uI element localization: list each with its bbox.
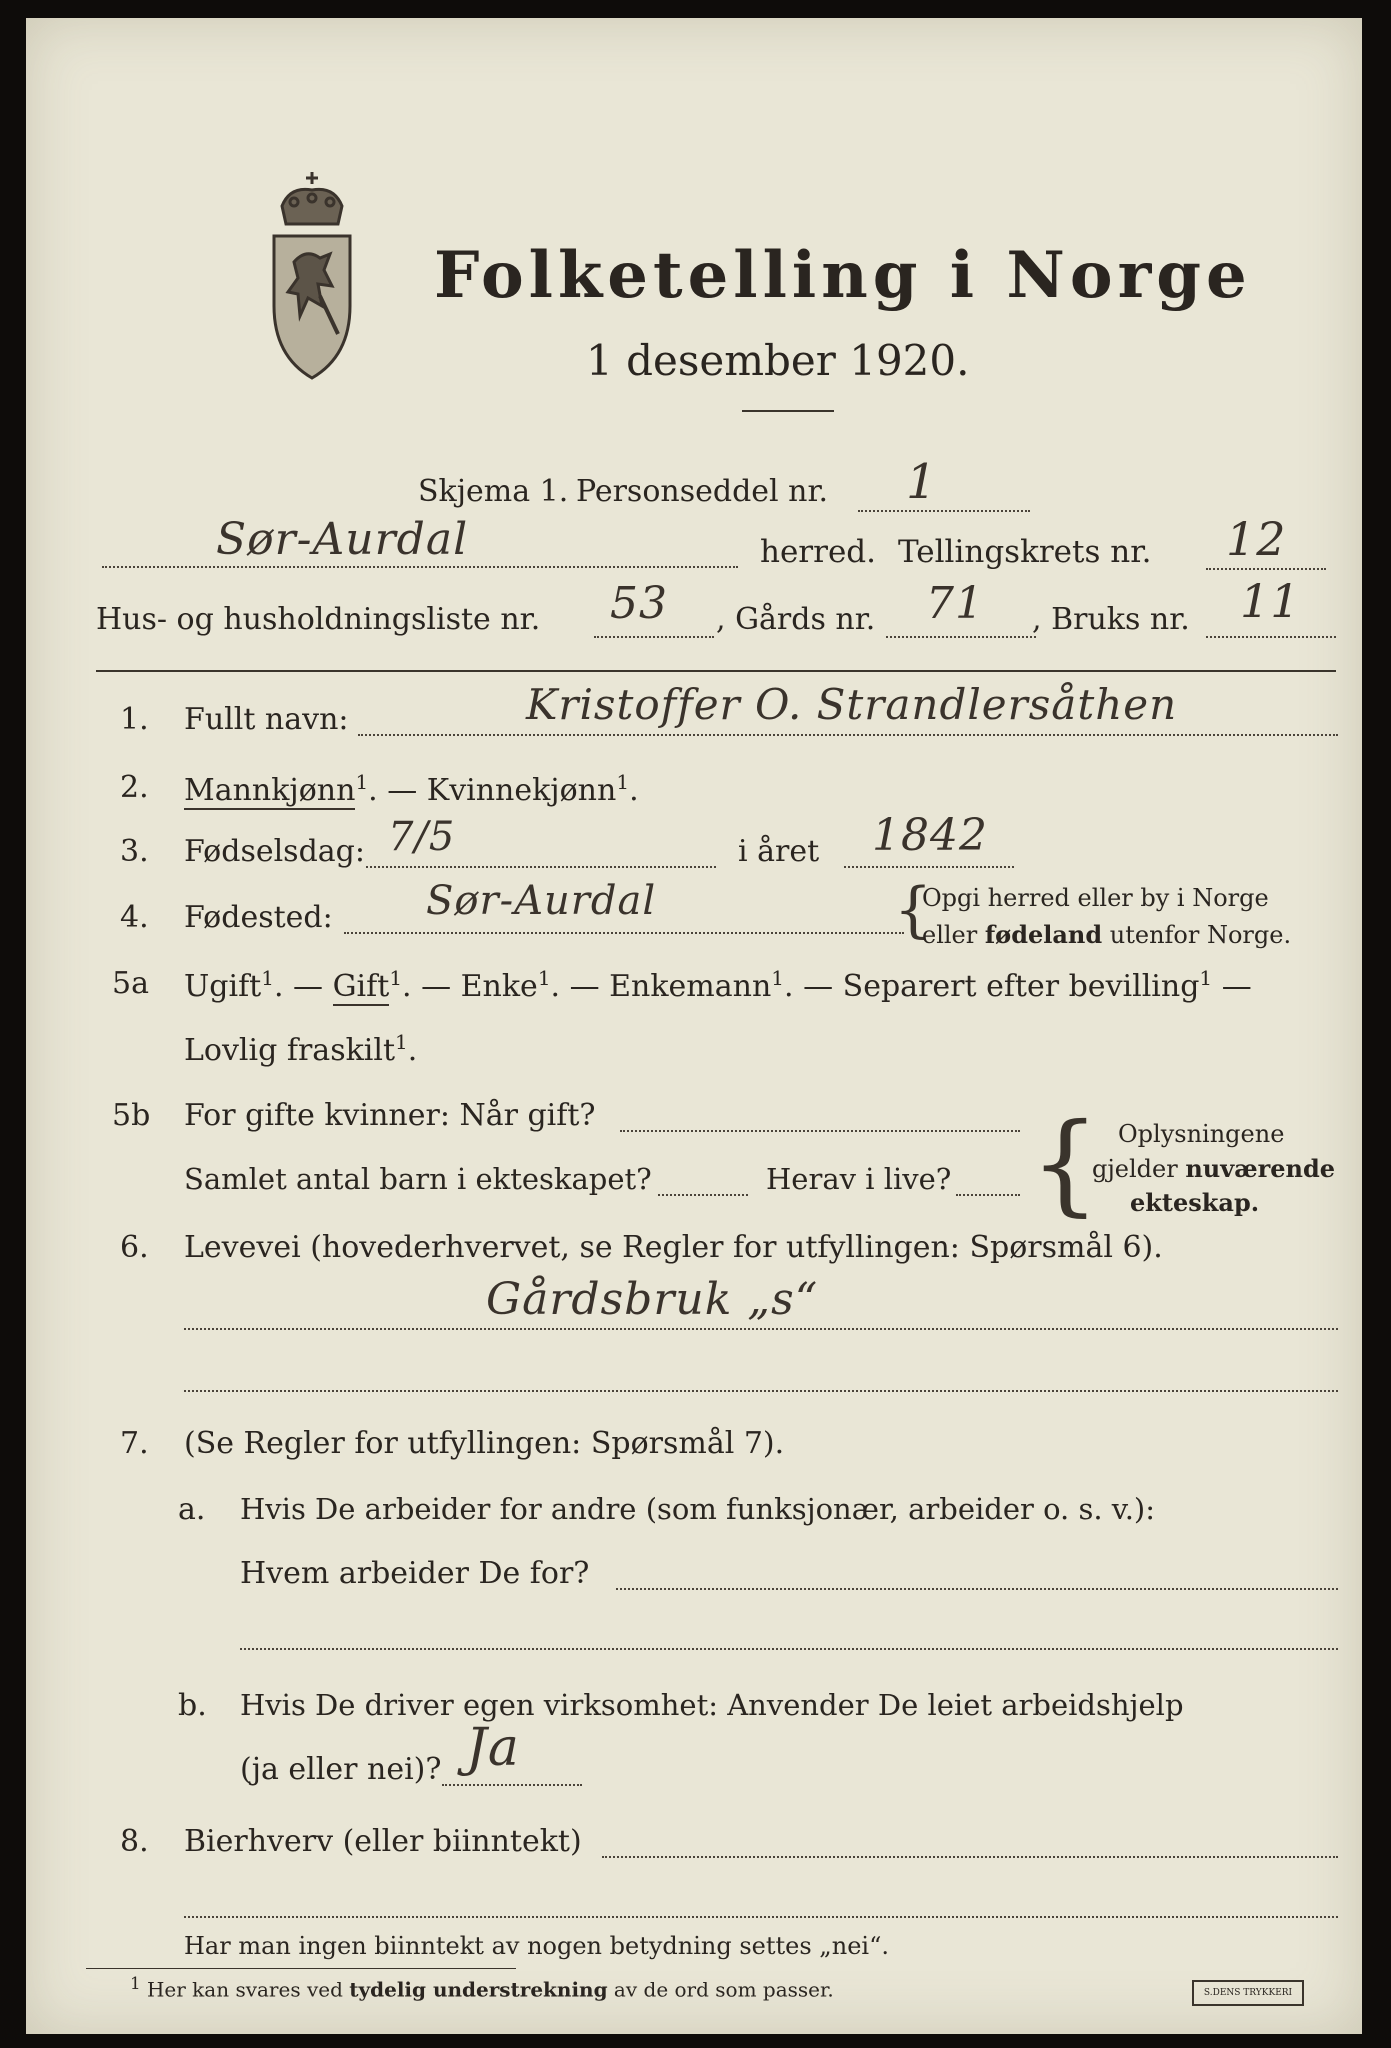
q7b-line2: (ja eller nei)? xyxy=(240,1752,442,1787)
gards-label: , Gårds nr. xyxy=(716,602,876,637)
employer-field-line1 xyxy=(616,1588,1338,1590)
sex-options: Mannkjønn$^1$. — Kvinnekjønn$^1$. xyxy=(184,770,639,808)
birthplace-note-line1: Opgi herred eller by i Norge xyxy=(922,884,1269,912)
option-kvinnekjonn: Kvinnekjønn xyxy=(426,773,617,808)
birth-year-value: 1842 xyxy=(872,810,988,861)
marriage-note-line2: gjelder nuværende xyxy=(1092,1154,1336,1183)
q4-label: Fødested: xyxy=(184,900,333,935)
q3-label: Fødselsdag: xyxy=(184,834,365,869)
tellingskrets-label: Tellingskrets nr. xyxy=(898,534,1152,570)
census-form-page xyxy=(26,18,1362,2034)
q7b-letter: b. xyxy=(178,1688,207,1723)
birthplace-field xyxy=(344,932,904,934)
option-gift: Gift xyxy=(332,969,390,1004)
children-alive-field xyxy=(956,1194,1020,1196)
q7b-line1: Hvis De driver egen virksomhet: Anvender De leiet arbeidshjelp xyxy=(240,1688,1184,1722)
children-count-field xyxy=(658,1194,748,1196)
census-date: 1 desember 1920. xyxy=(586,336,970,385)
option-enke: Enke xyxy=(460,969,538,1004)
option-separert: Separert efter bevilling xyxy=(842,969,1200,1004)
option-enkemann: Enkemann xyxy=(609,969,772,1004)
birthday-value: 7/5 xyxy=(388,814,456,860)
footnote: $^1$ Her kan svares ved tydelig understrekning av de ord som passer. xyxy=(130,1974,834,2002)
q5b-alive-label: Herav i live? xyxy=(766,1162,952,1196)
option-fraskilt: Lovlig fraskilt xyxy=(184,1033,396,1068)
q8-label: Bierhverv (eller biinntekt) xyxy=(184,1824,582,1859)
bruks-label: , Bruks nr. xyxy=(1032,602,1190,637)
occupation-field-line1 xyxy=(184,1328,1338,1330)
bruks-value: 11 xyxy=(1240,574,1301,628)
full-name-field xyxy=(358,734,1338,736)
q1-number: 1. xyxy=(120,702,149,737)
husliste-field xyxy=(594,636,714,638)
q7a-letter: a. xyxy=(178,1492,206,1527)
birthday-field xyxy=(366,866,716,868)
printer-stamp: S.DENS TRYKKERI xyxy=(1192,1980,1304,2006)
birth-year-label: i året xyxy=(738,834,820,869)
occupation-field-line2 xyxy=(184,1390,1338,1392)
marital-status-options: Ugift$^1$. — Gift$^1$. — Enke$^1$. — Enkemann$^1$. — Separert efter bevilling$^1$ — xyxy=(184,966,1252,1004)
header-separator xyxy=(96,670,1336,672)
birthplace-note-line2: eller fødeland utenfor Norge. xyxy=(922,920,1292,949)
gards-value: 71 xyxy=(926,578,984,629)
q7a-line2: Hvem arbeider De for? xyxy=(240,1556,590,1591)
herred-field xyxy=(102,566,738,568)
personseddel-value: 1 xyxy=(906,454,938,510)
title-divider xyxy=(742,410,834,412)
q7a-line1: Hvis De arbeider for andre (som funksjonær, arbeider o. s. v.): xyxy=(240,1492,1156,1526)
marriage-note-brace: { xyxy=(1030,1099,1100,1227)
q5b-when-married-label: For gifte kvinner: Når gift? xyxy=(184,1098,596,1133)
q7-number: 7. xyxy=(120,1426,149,1461)
q5a-number: 5a xyxy=(112,966,149,1001)
q5b-children-label: Samlet antal barn i ekteskapet? xyxy=(184,1162,652,1196)
q5b-number: 5b xyxy=(112,1098,151,1133)
schema-label: Skjema 1. xyxy=(418,474,569,509)
hired-help-field xyxy=(442,1784,582,1786)
husliste-label: Hus- og husholdningsliste nr. xyxy=(96,602,541,637)
birthplace-value: Sør-Aurdal xyxy=(426,878,657,924)
q3-number: 3. xyxy=(120,834,149,869)
employer-field-line2 xyxy=(240,1648,1338,1650)
note-brace: { xyxy=(894,875,933,945)
birth-year-field xyxy=(844,866,1014,868)
q8-number: 8. xyxy=(120,1824,149,1859)
q2-number: 2. xyxy=(120,770,149,805)
option-ugift: Ugift xyxy=(184,969,262,1004)
side-income-field-line2 xyxy=(184,1916,1338,1918)
bruks-field xyxy=(1206,636,1336,638)
husliste-value: 53 xyxy=(610,578,668,629)
hired-help-value: Ja xyxy=(466,1718,520,1778)
gards-field xyxy=(886,636,1036,638)
q7-label: (Se Regler for utfyllingen: Spørsmål 7). xyxy=(184,1426,785,1461)
when-married-field xyxy=(620,1130,1020,1132)
marriage-note-line1: Oplysningene xyxy=(1118,1120,1285,1148)
herred-value: Sør-Aurdal xyxy=(216,514,469,565)
q6-label: Levevei (hovederhvervet, se Regler for utfyllingen: Spørsmål 6). xyxy=(184,1230,1163,1265)
q1-label: Fullt navn: xyxy=(184,702,349,737)
herred-label: herred. xyxy=(760,534,876,570)
footnote-divider xyxy=(86,1968,516,1969)
footer-note: Har man ingen biinntekt av nogen betydning settes „nei“. xyxy=(184,1932,889,1960)
option-fraskilt-line: Lovlig fraskilt$^1$. xyxy=(184,1030,418,1068)
full-name-value: Kristoffer O. Strandlersåthen xyxy=(526,680,1178,729)
option-mannkjonn: Mannkjønn xyxy=(184,773,356,808)
side-income-field-line1 xyxy=(602,1856,1338,1858)
form-title: Folketelling i Norge xyxy=(434,238,1252,313)
marriage-note-line3: ekteskap. xyxy=(1130,1188,1260,1217)
q6-number: 6. xyxy=(120,1230,149,1265)
occupation-value: Gårdsbruk „s“ xyxy=(486,1274,819,1325)
norwegian-coat-of-arms-icon xyxy=(260,166,364,386)
tellingskrets-value: 12 xyxy=(1226,512,1287,566)
q4-number: 4. xyxy=(120,900,149,935)
personseddel-label: Personseddel nr. xyxy=(576,474,829,509)
personseddel-field xyxy=(858,510,1030,512)
tellingskrets-field xyxy=(1206,568,1326,570)
